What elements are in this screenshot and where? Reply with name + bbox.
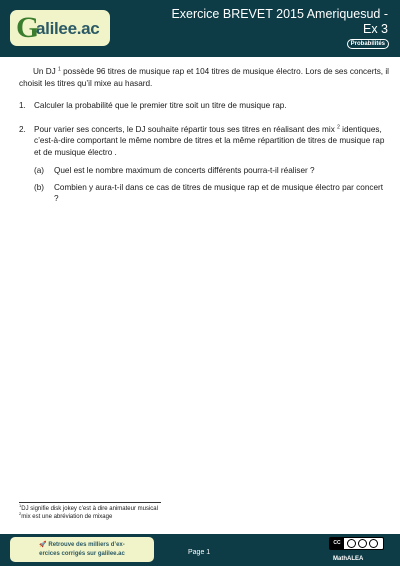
nc-icon — [358, 539, 367, 548]
footnotes — [19, 505, 158, 521]
question-2 — [19, 124, 389, 205]
question-2-text-end: identiques, c’est-à-dire comportant le même nombre de titres et la même répartition de titres de musique rap et de musique électro . — [34, 124, 385, 157]
cc-label: CC — [330, 538, 344, 549]
question-2a-text: Quel est le nombre maximum de concerts différents pourra-t-il réaliser ? — [54, 166, 315, 175]
intro-paragraph — [19, 66, 389, 89]
footnote-1-text: DJ signifie disk jokey c’est à dire animateur musical — [21, 506, 158, 512]
creative-commons-icon — [329, 537, 384, 550]
question-1-text: Calculer la probabilité que le premier titre soit un titre de musique rap. — [34, 101, 287, 110]
footnote-1-mark: 1 — [19, 503, 22, 508]
question-1-number: 1. — [19, 101, 26, 110]
footnote-ref-1: 1 — [58, 66, 61, 73]
question-1 — [19, 100, 389, 112]
footnote-2-text: mix est une abréviation de mixage — [21, 514, 113, 520]
promo-line-1: 🚀 Retrouve des milliers d’ex- — [39, 542, 125, 548]
footnote-divider — [19, 502, 161, 503]
galilee-logo[interactable] — [10, 10, 110, 46]
intro-text-start: Un DJ — [33, 67, 56, 76]
footnote-ref-2: 2 — [337, 123, 340, 130]
question-2b — [34, 182, 389, 205]
question-2-number: 2. — [19, 124, 26, 134]
footnote-2 — [19, 513, 158, 521]
logo-mark: G — [16, 11, 40, 44]
page-number: Page 1 — [188, 549, 211, 556]
question-2b-text: Combien y aura-t-il dans ce cas de titres de musique rap et de musique électro par concert ? — [54, 182, 384, 203]
footnote-2-mark: 2 — [19, 511, 22, 516]
exercise-title: Exercice BREVET 2015 Ameriquesud - — [171, 7, 388, 21]
topic-badge: Probabilités — [347, 39, 389, 49]
question-2a-label: (a) — [34, 166, 45, 175]
intro-text-end: possède 96 titres de musique rap et 104 titres de musique électro. Lors de ses concerts, il choisit les titres qu’il mixe au hasard. — [19, 67, 389, 88]
question-2a — [34, 165, 389, 177]
header-banner — [0, 0, 400, 57]
mathalea-brand: MathALEA — [333, 556, 364, 562]
logo-text: alilee.ac — [36, 19, 100, 38]
question-2-text-start: Pour varier ses concerts, le DJ souhaite répartir tous ses titres en réalisant des mix — [34, 124, 335, 134]
exercise-body — [19, 66, 389, 205]
footnote-1 — [19, 505, 158, 513]
promo-link[interactable] — [10, 537, 154, 562]
question-2b-label: (b) — [34, 182, 45, 192]
by-icon — [347, 539, 356, 548]
exercise-subtitle: Ex 3 — [362, 22, 388, 36]
footer-banner — [0, 534, 400, 566]
promo-line-2: ercices corrigés sur galilee.ac — [39, 551, 125, 557]
sa-icon — [369, 539, 378, 548]
